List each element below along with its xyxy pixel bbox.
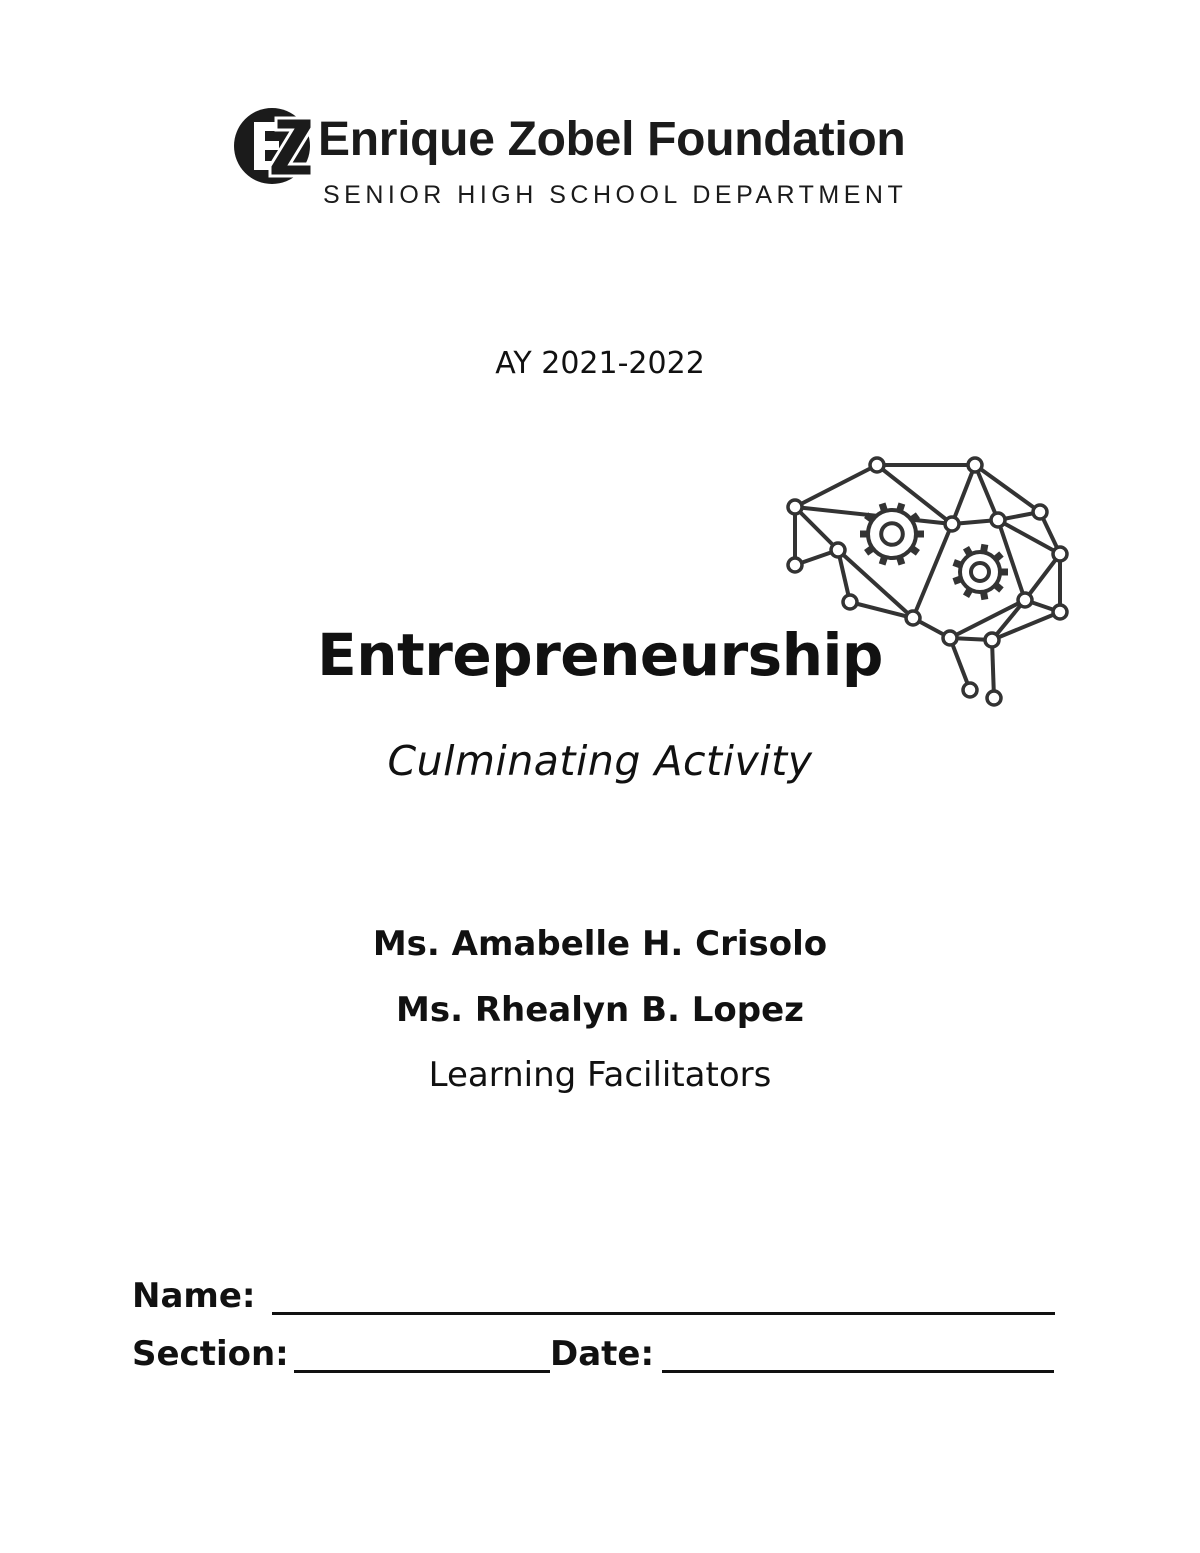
name-field[interactable] xyxy=(272,1312,1055,1315)
organization-name: Enrique Zobel Foundation xyxy=(318,113,906,166)
date-label: Date: xyxy=(550,1334,655,1374)
academic-year: AY 2021-2022 xyxy=(495,346,705,381)
ez-logo-icon xyxy=(232,104,312,188)
date-field[interactable] xyxy=(662,1370,1054,1373)
section-label: Section: xyxy=(132,1334,289,1374)
document-subtitle: Culminating Activity xyxy=(387,737,813,785)
name-label: Name: xyxy=(132,1276,256,1316)
facilitator-name: Ms. Amabelle H. Crisolo xyxy=(372,924,828,964)
department-name: SENIOR HIGH SCHOOL DEPARTMENT xyxy=(323,181,908,209)
document-title: Entrepreneurship xyxy=(317,621,883,689)
section-field[interactable] xyxy=(294,1370,550,1373)
facilitators-role: Learning Facilitators xyxy=(428,1055,772,1095)
school-header xyxy=(230,100,1010,220)
facilitator-name: Ms. Rhealyn B. Lopez xyxy=(396,990,804,1030)
